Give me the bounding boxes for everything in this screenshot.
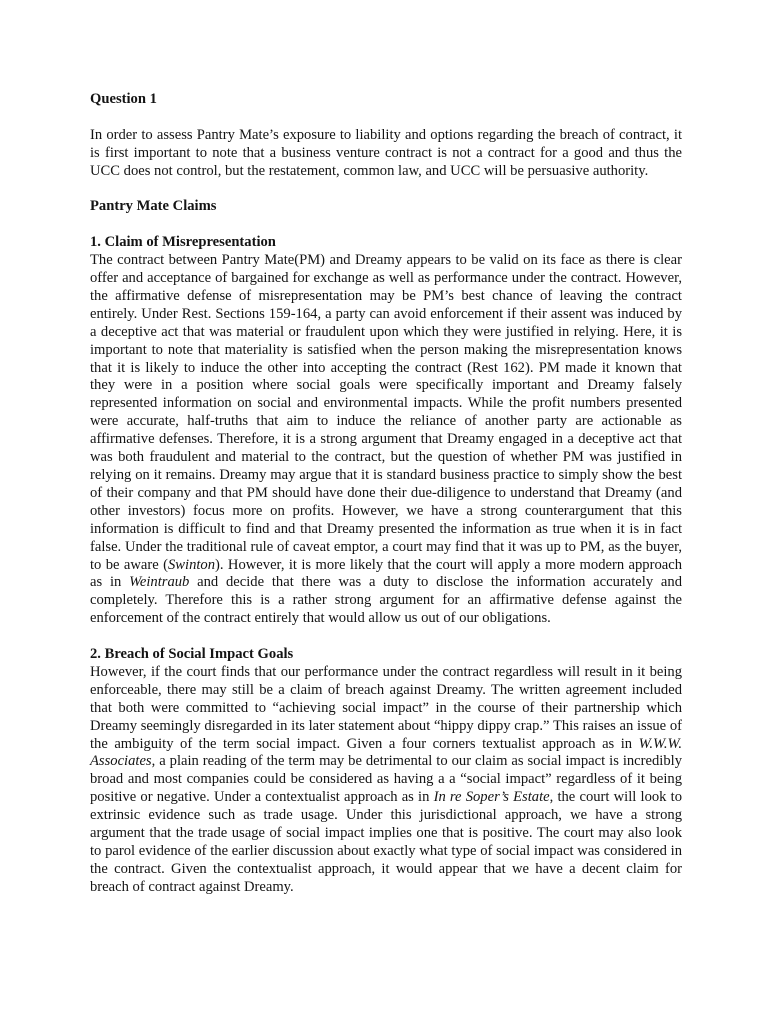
claims-heading: Pantry Mate Claims: [90, 198, 217, 215]
intro-paragraph: In order to assess Pantry Mate’s exposure to liability and options regarding the breach of contract, it is first important to note that a business venture contract is not a contract for a good and thus the UCC does not control, but the restatement, common law, and UCC will be persuasive authority.: [90, 126, 682, 179]
section2-text-b: , a plain reading of the term may be detrimental to our claim as social impact is incredibly broad and most companies could be considered as having a a “social impact” regardless of it being positive or negative. Under a contextualist approach as in: [90, 753, 682, 806]
case-sopers-estate: In re Soper’s Estate: [433, 789, 550, 806]
case-weintraub: Weintraub: [129, 574, 190, 591]
section2-text-a: However, if the court finds that our performance under the contract regardless will result in it being enforceable, there may still be a claim of breach against Dreamy. The written agreement included that both were committed to “achieving social impact” in the course of their partnership which Dreamy seemingly disregarded in its later statement about “hippy dippy crap.” This raises an issue of the ambiguity of the term social impact. Given a four corners textualist approach as in: [90, 663, 682, 752]
case-swinton: Swinton: [168, 556, 216, 573]
section2-heading: 2. Breach of Social Impact Goals: [90, 646, 294, 663]
question-title: Question 1: [90, 91, 157, 107]
section1-text-a: The contract between Pantry Mate(PM) and Dreamy appears to be valid on its face as there is clear offer and acceptance of bargained for exchange as well as performance under the contract. However, the affirmative defense of misrepresentation may be PM’s best chance of leaving the contract entirely. Under Rest. Sections 159-164, a party can avoid enforcement if their assent was induced by a deceptive act that was material or fraudulent upon which they were justified in relying. Here, it is important to note that materiality is satisfied when the person making the misrepresentation knows that it is likely to induce the other into accepting the contract (Rest 162). PM made it known that they were in a position where social goals were specifically important and Dreamy falsely represented information on social and environmental impacts. While the profit numbers presented were accurate, half-truths that aim to induce the reliance of another party are actionable as affirmative defenses. Therefore, it is a strong argument that Dreamy engaged in a deceptive act that was both fraudulent and material to the contract, but the question of whether PM was justified in relying on it remains. Dreamy may argue that it is standard business practice to simply show the best of their company and that PM should have done their due-diligence to understand that Dreamy (and other investors) focus more on profits. However, we have a strong counterargument that this information is difficult to find and that Dreamy presented the information as true when it is in fact false. Under the traditional rule of caveat emptor, a court may find that it was up to PM, as the buyer, to be aware (: [90, 252, 682, 573]
section1-text-c: and decide that there was a duty to disclose the information accurately and completely. Therefore this is a rather strong argument for an affirmative defense against the enforcement of the contract entirely that would allow us out of our obligations.: [90, 574, 682, 627]
section2-paragraph: [90, 664, 682, 897]
document-page: [90, 91, 682, 897]
case-www-associates: W.W.W. Associates: [90, 735, 682, 770]
section1-text-b: ). However, it is more likely that the court will apply a more modern approach as in: [90, 556, 683, 591]
section1-heading: 1. Claim of Misrepresentation: [90, 234, 276, 251]
section2-text-c: , the court will look to extrinsic evidence such as trade usage. Under this jurisdictional approach, we have a strong argument that the trade usage of social impact implies one that is positive. The court may also look to parol evidence of the earlier discussion about exactly what type of social impact was considered in the contract. Given the contextualist approach, it would appear that we have a decent claim for breach of contract against Dreamy.: [90, 789, 682, 895]
section1-paragraph: [90, 252, 682, 628]
